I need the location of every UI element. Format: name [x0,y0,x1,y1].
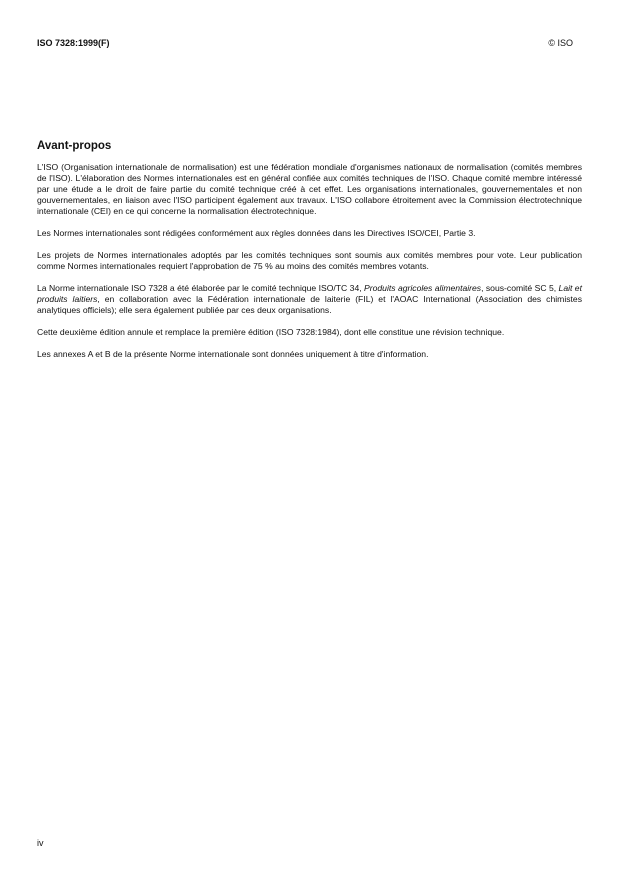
paragraph [37,283,582,316]
copyright-notice: © ISO [548,38,573,48]
section-title: Avant-propos [37,140,112,152]
paragraph: Les Normes internationales sont rédigées conformément aux règles données dans les Directives ISO/CEI, Partie 3. [37,228,476,238]
subcommittee-title: Lait et produits laitiers [37,283,582,304]
page-number: iv [37,838,44,848]
document-id: ISO 7328:1999(F) [37,38,110,48]
paragraph: Les projets de Normes internationales adoptés par les comités techniques sont soumis aux comités membres pour vote. Leur publication comme Normes internationales requiert l'approbation de 75 % au moins des comités membres votants. [37,250,582,271]
foreword-body [37,162,582,371]
text: La Norme internationale ISO 7328 a été élaborée par le comité technique ISO/TC 34, [37,283,365,293]
text: , en collaboration avec la Fédération internationale de laiterie (FIL) et l'AOAC International (Association des chimistes analytiques officiels); elle sera également publiée par ces deux organisations. [37,294,583,315]
committee-title: Produits agricoles alimentaires [364,283,482,293]
paragraph: L'ISO (Organisation internationale de normalisation) est une fédération mondiale d'organismes nationaux de normalisation (comités membres de l'ISO). L'élaboration des Normes internationales est en général confiée aux comités techniques de l'ISO. Chaque comité membre intéressé par une étude a le droit de faire partie du comité technique créé à cet effet. Les organisations internationales, gouvernementales et non gouvernementales, en liaison avec l'ISO participent également aux travaux. L'ISO collabore étroitement avec la Commission électrotechnique internationale (CEI) en ce qui concerne la normalisation électrotechnique. [37,162,582,216]
paragraph: Cette deuxième édition annule et remplace la première édition (ISO 7328:1984), dont elle constitue une révision technique. [37,327,505,337]
text: , sous-comité SC 5, [481,283,559,293]
paragraph: Les annexes A et B de la présente Norme internationale sont données uniquement à titre d'information. [37,349,429,359]
